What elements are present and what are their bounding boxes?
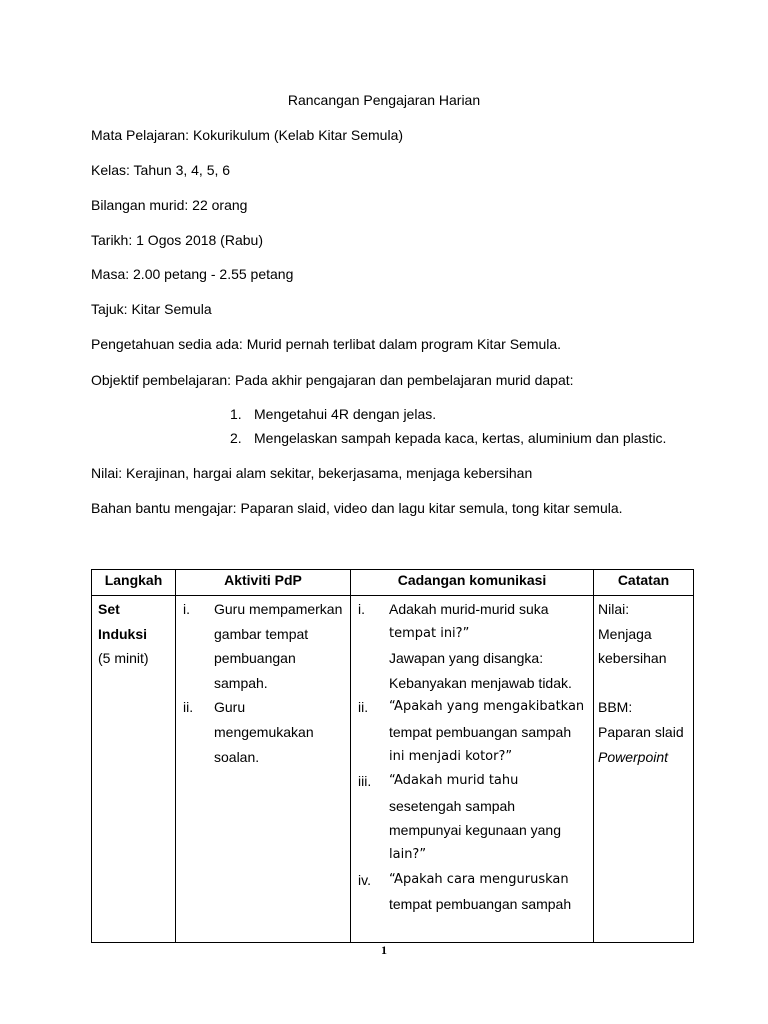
note-bbm-label: BBM: bbox=[598, 699, 633, 716]
field-kelas: Kelas: Tahun 3, 4, 5, 6 bbox=[91, 162, 231, 178]
table-row bbox=[92, 596, 694, 943]
item-number: i. bbox=[358, 601, 365, 617]
lesson-table bbox=[91, 569, 694, 943]
objective-item bbox=[230, 430, 666, 446]
item-text: Jawapan yang disangka: bbox=[389, 650, 544, 667]
item-text: gambar tempat bbox=[214, 625, 309, 642]
item-text: tempat ini?” bbox=[389, 625, 470, 641]
item-text: pembuangan bbox=[214, 650, 296, 667]
item-text: tempat pembuangan sampah bbox=[389, 896, 572, 913]
field-pengetahuan: Pengetahuan sedia ada: Murid pernah terlibat dalam program Kitar Semula. bbox=[91, 336, 562, 352]
field-bilangan-murid: Bilangan murid: 22 orang bbox=[91, 197, 248, 213]
item-text: “Apakah yang mengakibatkan bbox=[389, 699, 585, 715]
cell-komunikasi bbox=[351, 596, 594, 943]
note-bbm-line: Powerpoint bbox=[598, 748, 669, 765]
spacer bbox=[598, 671, 687, 696]
table-header-row bbox=[92, 570, 694, 596]
item-text: soalan. bbox=[214, 748, 260, 765]
item-text: sesetengah sampah bbox=[389, 797, 516, 814]
item-text: “Adakah murid tahu bbox=[389, 773, 519, 789]
note-nilai-line: kebersihan bbox=[598, 650, 667, 667]
note-nilai-line: Menjaga bbox=[598, 625, 652, 642]
item-text: Guru bbox=[214, 699, 246, 716]
langkah-induksi: Induksi bbox=[98, 625, 148, 642]
field-objektif: Objektif pembelajaran: Pada akhir pengajaran dan pembelajaran murid dapat: bbox=[91, 372, 574, 388]
list-item bbox=[180, 597, 346, 695]
page-number: 1 bbox=[381, 943, 387, 957]
cell-aktiviti bbox=[176, 596, 351, 943]
field-mata-pelajaran: Mata Pelajaran: Kokurikulum (Kelab Kitar Semula) bbox=[91, 127, 404, 143]
item-text: Adakah murid-murid suka bbox=[389, 601, 549, 617]
langkah-duration: (5 minit) bbox=[98, 650, 149, 667]
item-text: mempunyai kegunaan yang bbox=[389, 822, 562, 839]
field-masa: Masa: 2.00 petang - 2.55 petang bbox=[91, 266, 294, 282]
item-text: sampah. bbox=[214, 674, 268, 691]
list-item bbox=[355, 597, 589, 695]
item-number: iii. bbox=[358, 773, 372, 790]
cell-catatan bbox=[594, 596, 694, 943]
objective-text: Mengelaskan sampah kepada kaca, kertas, aluminium dan plastic. bbox=[254, 430, 667, 446]
item-text: mengemukakan bbox=[214, 723, 314, 740]
list-item bbox=[180, 695, 346, 769]
header-komunikasi: Cadangan komunikasi bbox=[351, 570, 594, 596]
page-title: Rancangan Pengajaran Harian bbox=[287, 92, 481, 108]
item-number: iv. bbox=[358, 871, 371, 888]
objective-text: Mengetahui 4R dengan jelas. bbox=[254, 406, 437, 422]
item-number: ii. bbox=[183, 699, 194, 716]
objective-number: 1. bbox=[230, 406, 242, 422]
field-nilai: Nilai: Kerajinan, hargai alam sekitar, bekerjasama, menjaga kebersihan bbox=[91, 465, 533, 481]
item-text: tempat pembuangan sampah bbox=[389, 723, 572, 740]
list-item bbox=[355, 695, 589, 769]
langkah-set: Set bbox=[98, 601, 120, 617]
item-text: Guru mempamerkan bbox=[214, 601, 343, 617]
header-aktiviti: Aktiviti PdP bbox=[176, 570, 351, 596]
objective-item bbox=[230, 406, 436, 422]
item-text: “Apakah cara menguruskan bbox=[389, 871, 569, 887]
field-tarikh: Tarikh: 1 Ogos 2018 (Rabu) bbox=[91, 232, 263, 248]
note-bbm-line: Paparan slaid bbox=[598, 723, 684, 740]
list-item bbox=[355, 769, 589, 867]
item-text: lain?” bbox=[389, 846, 427, 862]
note-nilai-label: Nilai: bbox=[598, 601, 630, 617]
header-catatan: Catatan bbox=[594, 570, 694, 596]
item-text: Kebanyakan menjawab tidak. bbox=[389, 674, 572, 691]
item-text: ini menjadi kotor?” bbox=[389, 748, 513, 764]
cell-langkah bbox=[92, 596, 176, 943]
objective-number: 2. bbox=[230, 430, 242, 446]
list-item bbox=[355, 868, 589, 917]
field-tajuk: Tajuk: Kitar Semula bbox=[91, 301, 212, 317]
item-number: i. bbox=[183, 601, 190, 617]
header-langkah: Langkah bbox=[92, 570, 176, 596]
item-number: ii. bbox=[358, 699, 369, 716]
field-bahan-bantu: Bahan bantu mengajar: Paparan slaid, video dan lagu kitar semula, tong kitar semula. bbox=[91, 500, 623, 516]
